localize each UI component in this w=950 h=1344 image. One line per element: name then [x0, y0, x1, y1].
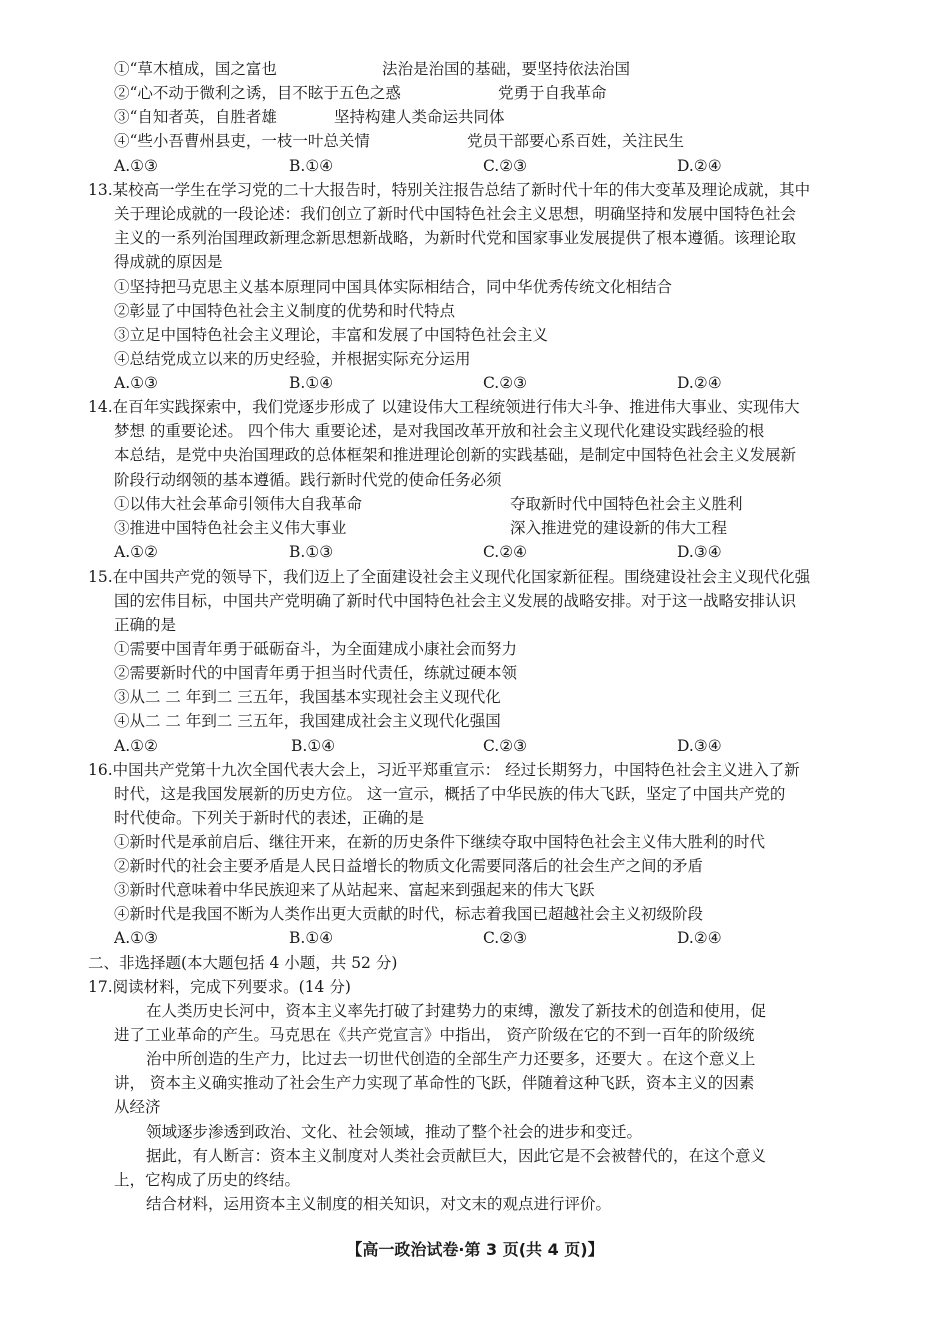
q17-para-7: 据此，有人断言：资本主义制度对人类社会贡献巨大，因此它是不会被替代的，在这个意义: [146, 1147, 767, 1165]
q17-para-8: 上，它构成了历史的终结。: [114, 1171, 301, 1189]
q17-title: 17.阅读材料，完成下列要求。(14 分): [88, 978, 351, 996]
q14-stem-2: 梦想 的重要论述。 四个伟大 重要论述，是对我国改革开放和社会主义现代化建设实践经验的根: [114, 422, 765, 440]
q16-item-3: ③新时代意味着中华民族迎来了从站起来、富起来到强起来的伟大飞跃: [114, 881, 595, 899]
q15-item-1: ①需要中国青年勇于砥砺奋斗，为全面建成小康社会而努力: [114, 640, 518, 658]
q14-stem-4: 阶段行动纲领的基本遵循。践行新时代党的使命任务必须: [114, 471, 502, 489]
option-a: A.①②: [114, 543, 158, 561]
option-c: C.②③: [483, 374, 528, 392]
q16-item-1: ①新时代是承前启后、继往开来，在新的历史条件下继续夺取中国特色社会主义伟大胜利的时代: [114, 833, 766, 851]
q12-item-1: ①“草木植成，国之富也 法治是治国的基础，要坚持依法治国: [114, 60, 631, 78]
option-d: D.②④: [677, 929, 722, 947]
q17-para-2: 进了工业革命的产生。马克思在《共产党宣言》中指出， 资产阶级在它的不到一百年的阶级统: [114, 1026, 755, 1044]
option-b: B.①④: [289, 157, 334, 175]
q16-item-4: ④新时代是我国不断为人类作出更大贡献的时代，标志着我国已超越社会主义初级阶段: [114, 905, 704, 923]
q14-item-row-1: ①以伟大社会革命引领伟大自我革命 夺取新时代中国特色社会主义胜利: [114, 495, 743, 513]
option-a: A.①③: [114, 157, 158, 175]
q12-item-4: ④“些小吾曹州县吏，一枝一叶总关情 党员干部要心系百姓，关注民生: [114, 132, 685, 150]
q15-item-3: ③从二 二 年到二 三五年，我国基本实现社会主义现代化: [114, 688, 501, 706]
q17-para-4: 讲， 资本主义确实推动了社会生产力实现了革命性的飞跃，伴随着这种飞跃，资本主义的因素: [114, 1074, 755, 1092]
option-b: B.①③: [289, 543, 334, 561]
section-heading: 二、非选择题(本大题包括 4 小题，共 52 分): [88, 954, 398, 972]
option-c: C.②③: [483, 157, 528, 175]
option-a: A.①③: [114, 374, 158, 392]
q12-item-2: ②“心不动于微利之诱，目不眩于五色之惑 党勇于自我革命: [114, 84, 607, 102]
q15-stem-2: 国的宏伟目标，中国共产党明确了新时代中国特色社会主义发展的战略安排。对于这一战略安排认识: [114, 592, 797, 610]
q16-stem-1: 16.中国共产党第十九次全国代表大会上，习近平郑重宣示： 经过长期努力，中国特色社会主义进入了新: [88, 761, 800, 779]
option-d: D.③④: [677, 543, 722, 561]
q17-para-6: 领域逐步渗透到政治、文化、社会领域，推动了整个社会的进步和变迁。: [146, 1123, 643, 1141]
option-d: D.②④: [677, 157, 722, 175]
q17-para-5: 从经济: [114, 1098, 161, 1116]
q17-para-3: 治中所创造的生产力，比过去一切世代创造的全部生产力还要多，还要大 。在这个意义上: [146, 1050, 756, 1068]
q17-para-1: 在人类历史长河中，资本主义率先打破了封建势力的束缚，激发了新技术的创造和使用，促: [146, 1002, 767, 1020]
option-a: A.①③: [114, 929, 158, 947]
option-a: A.①②: [114, 737, 158, 755]
q16-stem-3: 时代使命。下列关于新时代的表述，正确的是: [114, 809, 425, 827]
option-b: B.①④: [291, 737, 336, 755]
q13-item-3: ③立足中国特色社会主义理论，丰富和发展了中国特色社会主义: [114, 326, 549, 344]
q13-stem-4: 得成就的原因是: [114, 253, 223, 271]
option-c: C.②③: [483, 737, 528, 755]
q13-stem-3: 主义的一系列治国理政新理念新思想新战略，为新时代党和国家事业发展提供了根本遵循。该理论取: [114, 229, 797, 247]
q14-stem-3: 本总结，是党中央治国理政的总体框架和推进理论创新的实践基础，是制定中国特色社会主义发展新: [114, 446, 797, 464]
q13-item-4: ④总结党成立以来的历史经验，并根据实际充分运用: [114, 350, 471, 368]
q13-item-1: ①坚持把马克思主义基本原理同中国具体实际相结合，同中华优秀传统文化相结合: [114, 278, 673, 296]
q15-stem-3: 正确的是: [114, 616, 177, 634]
q16-stem-2: 时代，这是我国发展新的历史方位。 这一宣示，概括了中华民族的伟大飞跃，坚定了中国共产党的: [114, 785, 786, 803]
q14-stem-1: 14.在百年实践探索中，我们党逐步形成了 以建设伟大工程统领进行伟大斗争、推进伟大事业、实现伟大: [88, 398, 800, 416]
q15-item-2: ②需要新时代的中国青年勇于担当时代责任，练就过硬本领: [114, 664, 518, 682]
q13-stem-1: 13.某校高一学生在学习党的二十大报告时，特别关注报告总结了新时代十年的伟大变革及理论成就，其中: [88, 181, 811, 199]
q16-item-2: ②新时代的社会主要矛盾是人民日益增长的物质文化需要同落后的社会生产之间的矛盾: [114, 857, 704, 875]
q17-question: 结合材料，运用资本主义制度的相关知识，对文末的观点进行评价。: [146, 1195, 612, 1213]
q12-item-3: ③“自知者英，自胜者雄 坚持构建人类命运共同体: [114, 108, 505, 126]
option-d: D.②④: [677, 374, 722, 392]
option-c: C.②③: [483, 929, 528, 947]
page-footer: 【高一政治试卷·第 3 页(共 4 页)】: [346, 1240, 604, 1259]
option-d: D.③④: [677, 737, 722, 755]
q15-stem-1: 15.在中国共产党的领导下，我们迈上了全面建设社会主义现代化国家新征程。围绕建设社会主义现代化强: [88, 568, 811, 586]
q13-stem-2: 关于理论成就的一段论述：我们创立了新时代中国特色社会主义思想，明确坚持和发展中国特色社会: [114, 205, 797, 223]
q14-item-row-2: ③推进中国特色社会主义伟大事业 深入推进党的建设新的伟大工程: [114, 519, 728, 537]
q13-item-2: ②彰显了中国特色社会主义制度的优势和时代特点: [114, 302, 456, 320]
option-b: B.①④: [289, 929, 334, 947]
q15-item-4: ④从二 二 年到二 三五年，我国建成社会主义现代化强国: [114, 712, 501, 730]
option-b: B.①④: [289, 374, 334, 392]
option-c: C.②④: [483, 543, 528, 561]
